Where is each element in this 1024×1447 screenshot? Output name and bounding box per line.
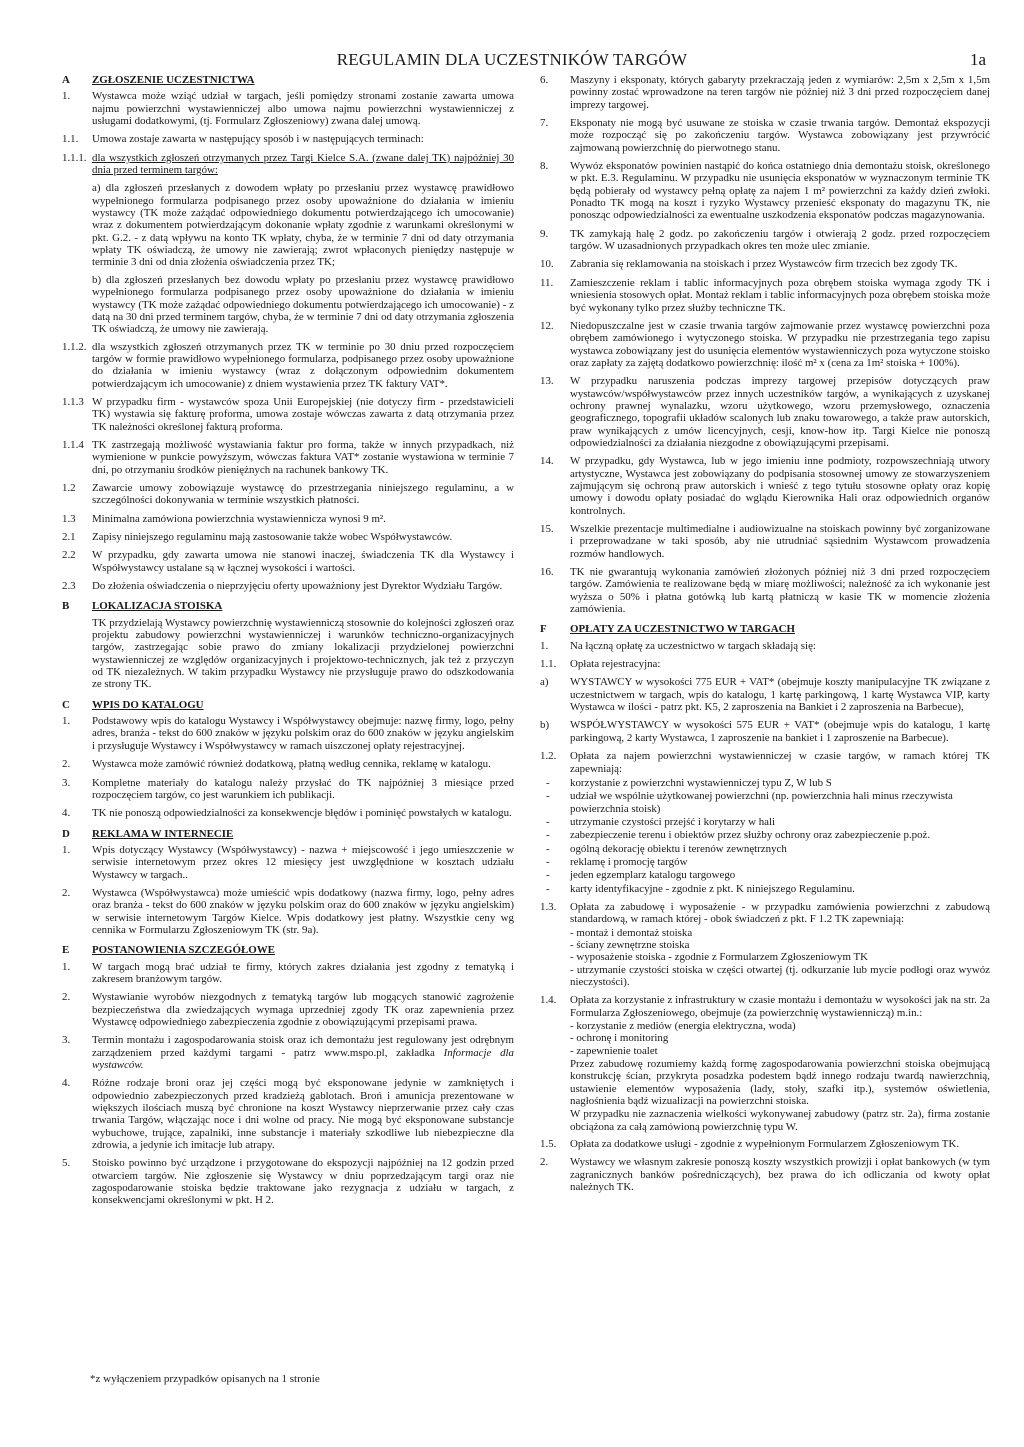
clause-text: Eksponaty nie mogą być usuwane ze stoiska w czasie trwania targów. Demontaż ekspozycji może rozpocząć się po zakończeniu targów. Wystawca zobowiązany jest przywrócić zajmowaną powierzchnię do pierwotnego stanu.	[570, 117, 990, 154]
page-number: 1a	[969, 50, 986, 69]
clause-e5	[62, 1157, 514, 1206]
clause-number: 1.	[62, 715, 71, 728]
clause-a1-1	[62, 133, 514, 145]
section-title: OPŁATY ZA UCZESTNICTWO W TARGACH	[570, 623, 795, 636]
section-b-text: TK przydzielają Wystawcy powierzchnię wystawienniczą stosownie do kolejności zgłoszeń oraz projektu zabudowy powierzchni wystawienniczej i warunków techniczno-organizacyjnych targów, zastrzegając sobie prawo do zmiany lokalizacji przydzielonej powierzchni wystawienniczej ze względów organizacyjnych i projektowo-technicznych, jak też z przyczyn od TK niezależnych. W takim przypadku Wystawcy nie przysługuje prawo do odszkodowania ze strony TK.	[92, 616, 514, 691]
clause-number: 10.	[540, 258, 554, 271]
clause-a1-1-1	[62, 152, 514, 177]
list-item: - reklamę i promocję targów	[546, 855, 688, 868]
list-item-text: utrzymanie czystości przejść i korytarzy w hali	[570, 815, 776, 828]
clause-c3	[62, 777, 514, 802]
clause-a1-3	[62, 513, 514, 525]
clause-number: 14.	[540, 455, 554, 468]
clause-number: 16.	[540, 566, 554, 579]
clause-number: 1.1.1.	[62, 151, 87, 164]
clause-number: 1.	[540, 639, 549, 652]
clause-number: 7.	[540, 117, 549, 130]
list-item: - ogólną dekorację obiektu i terenów zewnętrznych	[546, 842, 787, 855]
clause-e10	[540, 258, 990, 270]
clause-f1-2	[540, 750, 990, 775]
clause-number: 6.	[540, 74, 549, 86]
list-item: - ściany zewnętrzne stoiska	[570, 938, 690, 951]
clause-number: 8.	[540, 160, 549, 173]
clause-e15	[540, 523, 990, 560]
section-letter: D	[62, 827, 70, 840]
clause-number: 13.	[540, 375, 554, 388]
f1-4-paragraph-1: Przez zabudowę rozumiemy każdą formę zagospodarowania powierzchni stoiska obejmującą konstrukcję ścian, przykryta posadzka podestem bądź innego rodzaju twardą nawierzchnią, ustawienie elementów wyposażenia (lady, stoły, szafki itp.), systemów oświetlenia, nagłośnienia bądź wizualizacji na powierzchni stoiska.	[570, 1058, 990, 1108]
clause-a1	[62, 90, 514, 127]
clause-text: Minimalna zamówiona powierzchnia wystawiennicza wynosi 9 m².	[92, 512, 386, 525]
clause-number: 1.1.	[540, 658, 557, 671]
clause-text: Wszelkie prezentacje multimedialne i audiowizualne na stoiskach powinny być zorganizowane i przeprowadzane w taki sposób, aby nie utrudniać sąsiednim Wystawcom prowadzenia rozmów handlowych.	[570, 523, 990, 560]
clause-text: TK zamykają halę 2 godz. po zakończeniu targów i otwierają 2 godz. przed rozpoczęciem targów. W uzasadnionych przypadkach okres ten może ulec zmianie.	[570, 227, 990, 253]
f1-2-list	[540, 777, 990, 895]
list-item: - karty identyfikacyjne - zgodnie z pkt. K niniejszego Regulaminu.	[546, 882, 855, 895]
clause-c4	[62, 807, 514, 819]
clause-a1-1-1-b: b) dla zgłoszeń przesłanych bez dowodu wpłaty po przesłaniu przez wystawcę prawidłowo wypełnionego formularza podpisanego przez osoby upoważnione do działania w imieniu wystawcy (TK może zażądać odpowiedniego dokumentu potwierdzającego ich umocowanie) - z datą na 30 dni przed terminem targów, chyba, że w terminie 7 dni od daty otrzymania zgłoszenia TK oświadczą, że umowy nie zawierają.	[92, 273, 514, 336]
clause-e13	[540, 375, 990, 449]
clause-a2-3	[62, 580, 514, 592]
clause-f1-1	[540, 658, 990, 670]
clause-text: Wystawca może zamówić również dodatkową, płatną według cennika, reklamę w katalogu.	[92, 758, 491, 771]
clause-number: 3.	[62, 776, 71, 789]
list-item: - zapewnienie toalet	[570, 1044, 658, 1057]
clause-number: 2.3	[62, 580, 76, 593]
clause-text: Stoisko powinno być urządzone i przygotowane do ekspozycji najpóźniej na 12 godzin przed otwarciem targów. Nie zgłoszenie się Wystawcy w dniu poprzedzającym targi oraz nie zagospodarowanie stoiska będzie traktowane jako rezygnacja z udziału w targach, z konsekwencjami określonymi w pkt. H 2.	[92, 1157, 514, 1207]
clause-e14	[540, 455, 990, 517]
clause-number: 1.3	[62, 512, 76, 525]
clause-c2	[62, 758, 514, 770]
clause-f1-4	[540, 994, 990, 1019]
clause-text: Wywóz eksponatów powinien nastąpić do końca ostatniego dnia demontażu stoisk, określonego w pkt. E.3. Regulaminu. W przypadku nie usunięcia eksponatów w wyznaczonym terminie TK będą pobierały od wystawcy pełną opłatę za najem 1 m² powierzchni za każdy dzień zwłoki. Ponadto TK mogą na koszt i ryzyko Wystawcy przenieść eksponaty do magazynu TK, nie ponosząc odpowiedzialności za ewentualne uszkodzenia eksponatów podczas magazynowania.	[570, 160, 990, 222]
clause-text: Zapisy niniejszego regulaminu mają zastosowanie także wobec Współwystawców.	[92, 531, 453, 543]
list-item-text: zabezpieczenie terenu i obiektów przez służby ochrony oraz zabezpieczenie p.poż.	[570, 829, 931, 842]
f1-3-list	[540, 927, 990, 989]
clause-text: Opłata za zabudowę i wyposażenie - w przypadku zamówienia powierzchni z zabudową standardową, w ramach której - obok świadczeń z pkt. F 1.2 TK zapewniają:	[570, 900, 990, 926]
clause-text: Do złożenia oświadczenia o nieprzyjęciu oferty upoważniony jest Dyrektor Wydziału Targów.	[92, 580, 503, 593]
clause-number: 1.1.	[62, 133, 79, 146]
section-letter: A	[62, 74, 70, 86]
clause-text: Opłata rejestracyjna:	[570, 658, 661, 671]
clause-text: TK nie ponoszą odpowiedzialności za konsekwencje błędów i pominięć powstałych w katalogu.	[92, 807, 512, 820]
clause-text: Podstawowy wpis do katalogu Wystawcy i Współwystawcy obejmuje: nazwę firmy, logo, pełny adres, branża - tekst do 600 znaków w języku polskim oraz do 600 znaków w języku angielskim i przysługuje Wystawcy i Współwystawcy w ramach uiszczonej opłaty rejestracyjnej.	[92, 715, 514, 752]
clause-number: 9.	[540, 227, 549, 240]
clause-text: Opłata za korzystanie z infrastruktury w czasie montażu i demontażu w wysokości jak na str. 2a Formularza Zgłoszeniowego, obejmuje (za powierzchnię wystawienniczą) m.in.:	[570, 994, 990, 1019]
clause-number: 1.1.3	[62, 395, 84, 408]
clause-a1-2	[62, 482, 514, 507]
clause-number: 1.5.	[540, 1138, 557, 1151]
clause-e7	[540, 117, 990, 154]
list-item-text: korzystanie z powierzchni wystawienniczej typu Z, W lub S	[570, 776, 832, 789]
f1-4-list	[540, 1020, 990, 1057]
clause-text: TK zastrzegają możliwość wystawiania faktur pro forma, także w innych przypadkach, niż wymienione w punkcie powyższym, wówczas faktura VAT* zostanie wystawiona w terminie 7 dni, po otrzymaniu środków pieniężnych na rachunek bankowy TK.	[92, 438, 514, 476]
clause-text: Termin montażu i zagospodarowania stoisk oraz ich demontażu jest regulowany jest odrębnym zarządzeniem przed każdymi targami - patrz www.mspo.pl, zakładka	[92, 1034, 514, 1059]
clause-text: dla wszystkich zgłoszeń otrzymanych przez Targi Kielce S.A. (zwane dalej TK) najpóźniej 30 dnia przed terminem targów:	[92, 151, 514, 177]
clause-number: 2.	[62, 991, 71, 1004]
clause-text: WSPÓŁWYSTAWCY w wysokości 575 EUR + VAT* (obejmuje wpis do katalogu, 1 kartę parkingową, 2 karty Wystawca, 1 zaproszenie na bankiet i 1 zaproszenie na Barbecue).	[570, 719, 990, 744]
clause-d2	[62, 887, 514, 936]
clause-number: 4.	[62, 1077, 71, 1090]
clause-text: W przypadku, gdy zawarta umowa nie stanowi inaczej, świadczenia TK dla Wystawcy i Współwystawcy ustalane są w łącznej wysokości i wartości.	[92, 549, 514, 574]
section-f-heading	[540, 623, 990, 635]
clause-c1	[62, 715, 514, 752]
clause-text: Wystawca może wziąć udział w targach, jeśli pomiędzy stronami zostanie zawarta umowa najmu powierzchni wystawienniczej albo umowa najmu powierzchni wystawienniczej z usługami dodatkowymi, (tj. Formularz Zgłoszeniowy) zwana dalej umową.	[92, 90, 514, 128]
clause-text: Niedopuszczalne jest w czasie trwania targów zajmowanie przez wystawcę powierzchni poza obrębem zamówionego i wytyczonego stoiska. W przypadku nie przestrzegania tego zapisu wystawca zobowiązany jest do usunięcia elementów wystawienniczych poza wytyczone stoisko oraz zapłaty za zajętą dodatkowo powierzchnię: ilość m² x (cena za 1m² stoiska + 100%).	[570, 319, 990, 369]
section-letter: C	[62, 698, 70, 711]
list-item-text: karty identyfikacyjne - zgodnie z pkt. K niniejszego Regulaminu.	[570, 882, 855, 895]
clause-e11	[540, 277, 990, 314]
clause-text: Zamieszczenie reklam i tablic informacyjnych poza obrębem stoiska wymaga zgody TK i wniesienia stosowych opłat. Montaż reklam i tablic informacyjnych poza obrębem stoiska może być wykonany tylko przez służby techniczne TK.	[570, 276, 990, 314]
list-item: - jeden egzemplarz katalogu targowego	[546, 869, 736, 882]
clause-d1	[62, 844, 514, 881]
section-title: LOKALIZACJA STOISKA	[92, 600, 223, 613]
section-title: POSTANOWIENIA SZCZEGÓŁOWE	[92, 944, 275, 957]
clause-text: dla wszystkich zgłoszeń otrzymanych przez TK w terminie po 30 dniu przed rozpoczęciem targów w formie prawidłowo wypełnionego formularza, podpisanego przez osoby upoważnione do działania w imieniu wystawcy (wraz z dołączonym odpowiednim dokumentem potwierdzającym ich umocowanie) z dniem wystawienia przez TK faktury VAT*.	[92, 340, 514, 390]
clause-a1-1-4	[62, 439, 514, 476]
clause-e2	[62, 991, 514, 1028]
clause-text: Wpis dotyczący Wystawcy (Współwystawcy) - nazwa + miejscowość i jego umieszczenie w serwisie internetowym przez okres 12 miesięcy jest uwzględnione w kosztach udziału Wystawcy w targach..	[92, 843, 514, 881]
clause-number: a)	[540, 676, 549, 689]
section-e-heading	[62, 944, 514, 956]
list-item: - ochronę i monitoring	[570, 1032, 669, 1045]
clause-text: WYSTAWCY w wysokości 775 EUR + VAT* (obejmuje koszty manipulacyjne TK związane z uczestnictwem w targach, wpis do katalogu, 1 kartę parkingową, 1 kartę Wystawca VIP, karty Wystawca w ilości - patrz pkt. K5, 2 zaproszenia na Bankiet i 2 zaproszenia na Barbecue),	[570, 676, 990, 714]
clause-text: Opłata za najem powierzchni wystawienniczej w czasie targów, w ramach której TK zapewniają:	[570, 750, 990, 775]
clause-number: 1.	[62, 843, 71, 856]
clause-e4	[62, 1077, 514, 1151]
list-item: - zabezpieczenie terenu i obiektów przez służby ochrony oraz zabezpieczenie p.poż.	[546, 829, 931, 842]
clause-text: Umowa zostaje zawarta w następujący sposób i w następujących terminach:	[92, 133, 424, 146]
section-b-heading	[62, 600, 514, 612]
clause-text: Na łączną opłatę za uczestnictwo w targach składają się:	[570, 639, 816, 652]
section-a-heading	[62, 74, 514, 86]
clause-a1-1-2	[62, 341, 514, 390]
clause-a1-1-1-a: a) dla zgłoszeń przesłanych z dowodem wpłaty po przesłaniu przez wystawcę prawidłowo wypełnionego formularza podpisanego przez osoby upoważnione do działania w imieniu wystawcy (TK może zażądać odpowiedniego dokumentu potwierdzającego ich umocowanie) wraz z dokumentem potwierdzającym dokonanie wpłaty zgodnie z warunkami określonymi w pkt. G.2. - z datą wpływu na konto TK wpłaty, chyba, że w terminie 7 dni od daty otrzymania wpłaty TK oświadczą, że umowy nie zawierają; zwrot wpłaconych pieniędzy następuje w terminie 3 dni od dnia złożenia oświadczenia przez TK;	[92, 182, 514, 269]
clause-number: b)	[540, 719, 550, 732]
page-title: REGULAMIN DLA UCZESTNIKÓW TARGÓW	[336, 50, 688, 69]
clause-number: 1.1.4	[62, 438, 84, 451]
clause-e6	[540, 74, 990, 111]
clause-e3	[62, 1034, 514, 1071]
clause-text: Zawarcie umowy zobowiązuje wystawcę do przestrzegania niniejszego regulaminu, a w szczególności dokonywania w terminie wszystkich płatności.	[92, 481, 514, 507]
list-item: - utrzymanie czystości stoiska w części otwartej (tj. odkurzanie lub mycie podłogi oraz wywóz nieczystości).	[570, 963, 990, 988]
clause-e9	[540, 228, 990, 253]
clause-text: Wystawca (Współwystawca) może umieścić wpis dodatkowy (nazwa firmy, logo, pełny adres oraz branża - tekst do 600 znaków w języku polskim oraz do 600 znaków w języku angielskim) w serwisie internetowym Targów Kielce. Wpis dodatkowy jest płatny. Wszystkie ceny wg cennika w Formularzu Zgłoszeniowym TK (str. 9a).	[92, 886, 514, 936]
clause-f1-1-a	[540, 676, 990, 713]
list-item: - udział we wspólnie użytkowanej powierzchni (np. powierzchnia hali minus rzeczywista powierzchnia stoisk)	[546, 790, 953, 815]
clause-number: 1.2	[62, 481, 76, 494]
clause-number: 11.	[540, 276, 554, 289]
clause-e8	[540, 160, 990, 222]
section-d-heading	[62, 828, 514, 840]
list-item-text: ogólną dekorację obiektu i terenów zewnętrznych	[570, 842, 787, 855]
clause-e1	[62, 961, 514, 986]
f1-4-paragraph-2: W przypadku nie zaznaczenia wielkości wykonywanej zabudowy (patrz str. 2a), firma zostanie obciążona za całą zamówioną powierzchnię typu W.	[570, 1108, 990, 1133]
clause-a2-2	[62, 549, 514, 574]
clause-text: W przypadku, gdy Wystawca, lub w jego imieniu inne podmioty, rozpowszechniają utwory artystyczne, Wystawca jest zobowiązany do podpisania stosownej umowy ze stowarzyszeniem zajmującym się ochroną praw autorskich i wnieść z tego tytułu stosowne opłaty oraz kopię umowy i dowodu opłaty posiadać do wglądu Kierownika Hali oraz odpowiednich organów kontrolnych.	[570, 455, 990, 517]
clause-number: 3.	[62, 1034, 71, 1047]
right-column	[540, 74, 990, 1200]
clause-number: 4.	[62, 807, 71, 820]
clause-number: 2.	[62, 758, 71, 771]
clause-e12	[540, 320, 990, 369]
clause-number: 1.2.	[540, 750, 557, 763]
clause-text: Zabrania się reklamowania na stoiskach i przez Wystawców firm trzecich bez zgody TK.	[570, 258, 958, 271]
footnote: *z wyłączeniem przypadków opisanych na 1 stronie	[90, 1373, 320, 1385]
clause-text: TK nie gwarantują wykonania zamówień złożonych później niż 3 dni przed rozpoczęciem targów. Zamówienia te realizowane będą w miarę możliwości; należność za ich wykonanie jest wyższa o 50% i płatna gotówką lub kartą płatniczą w kasie TK w momencie złożenia zamówienia.	[570, 566, 990, 616]
clause-number: 12.	[540, 319, 554, 332]
list-item: - korzystanie z powierzchni wystawienniczej typu Z, W lub S	[546, 776, 832, 789]
clause-number: 1.1.2.	[62, 340, 87, 353]
clause-f1	[540, 640, 990, 652]
list-item: - utrzymanie czystości przejść i korytarzy w hali	[546, 815, 776, 828]
clause-number: 2.1	[62, 531, 76, 543]
clause-number: 1.4.	[540, 994, 557, 1007]
section-c-heading	[62, 699, 514, 711]
clause-text: Wystawcy we własnym zakresie ponoszą koszty wszystkich prowizji i opłat bankowych (w tym zagranicznych banków pośredniczących), bez prawa do ich odliczania od kwoty opłat należnych TK.	[570, 1156, 990, 1194]
clause-a1-1-3	[62, 396, 514, 433]
clause-number: 2.	[540, 1156, 549, 1169]
list-item-text: udział we wspólnie użytkowanej powierzchni (np. powierzchnia hali minus rzeczywista powierzchnia stoisk)	[570, 790, 953, 815]
clause-f1-1-b	[540, 719, 990, 744]
clause-text: Opłata za dodatkowe usługi - zgodnie z wypełnionym Formularzem Zgłoszeniowym TK.	[570, 1138, 960, 1151]
clause-number: 1.3.	[540, 900, 557, 913]
list-item: - korzystanie z mediów (energia elektryczna, woda)	[570, 1020, 796, 1033]
section-title: ZGŁOSZENIE UCZESTNICTWA	[92, 74, 255, 86]
clause-a2-1	[62, 531, 514, 543]
clause-text: Różne rodzaje broni oraz jej części mogą być eksponowane jedynie w zamkniętych i odpowiednio zabezpieczonych przed kradzieżą gablotach. Broń i amunicja prezentowane w większych ilościach muszą być chronione na koszt Wystawcy nieprzerwanie przez cały czas trwania Targów, włączając noce i dni wolne od pracy. Nie mogą być eksponowane substancje wybuchowe, trujące, zapalniki, inne substancje i materiały szkodliwe lub niebezpieczne dla zdrowia, a jedynie ich imitacje lub atrapy.	[92, 1077, 514, 1152]
clause-f2	[540, 1156, 990, 1193]
clause-text: W przypadku naruszenia podczas imprezy targowej przepisów dotyczących praw wystawców/współwystawców przez innych uczestników targów, a wynikających z uzyskanej ochrony prawnej wynalazku, wzoru użytkowego, wzoru przemysłowego, oznaczenia geograficznego, topografii układów scalonych lub znaku towarowego, a także praw autorskich, praw wynikających z umów licencyjnych, cesji, know-how itp. Targi Kielce nie ponoszą odpowiedzialności za działania niezgodne z obowiązującymi przepisami.	[570, 375, 990, 449]
list-item-text: jeden egzemplarz katalogu targowego	[570, 869, 736, 882]
clause-text: W targach mogą brać udział te firmy, których zakres działania jest zgodny z tematyką i zakresem branżowym targów.	[92, 960, 514, 985]
section-letter: B	[62, 600, 70, 613]
clause-f1-5	[540, 1138, 990, 1150]
clause-text: Wystawianie wyrobów niezgodnych z tematyką targów lub mogących stanowić zagrożenie bezpieczeństwa dla zwiedzających wymaga uprzedniej zgody TK oraz zapewnienia przez Wystawcę odpowiedniego zabezpieczenia zgodnie z obowiązującymi przepisami prawa.	[92, 991, 514, 1028]
clause-number: 2.2	[62, 549, 76, 562]
clause-number: 2.	[62, 886, 71, 899]
clause-number: 5.	[62, 1157, 71, 1170]
clause-number: 1.	[62, 960, 71, 973]
clause-e16	[540, 566, 990, 615]
section-title: WPIS DO KATALOGU	[92, 698, 204, 711]
left-column	[62, 74, 514, 1213]
clause-number: 1.	[62, 90, 71, 103]
clause-text: Maszyny i eksponaty, których gabaryty przekraczają jeden z wymiarów: 2,5m x 2,5m x 1,5m powinny zostać wprowadzone na teren targów nie później niż 3 dni przed rozpoczęciem danej imprezy targowej.	[570, 74, 990, 111]
list-item: - montaż i demontaż stoiska	[570, 926, 693, 939]
clause-number: 15.	[540, 523, 554, 535]
section-letter: F	[540, 623, 547, 636]
list-item: - wyposażenie stoiska - zgodnie z Formularzem Zgłoszeniowym TK	[570, 951, 869, 964]
website-section-link: Informacje dla wystawców.	[92, 1046, 514, 1072]
section-letter: E	[62, 944, 70, 957]
section-title: REKLAMA W INTERNECIE	[92, 827, 234, 840]
clause-f1-3	[540, 901, 990, 926]
list-item-text: reklamę i promocję targów	[570, 855, 688, 868]
clause-text: W przypadku firm - wystawców spoza Unii Europejskiej (nie dotyczy firm - przedstawicieli TK) wystawia się fakturę proforma, umowa zostaje wówczas zawarta z datą otrzymania przez TK należności określonej fakturą proforma.	[92, 395, 514, 433]
clause-text: Kompletne materiały do katalogu należy przysłać do TK najpóźniej 3 miesiące przed rozpoczęciem targów, co jest warunkiem ich publikacji.	[92, 776, 514, 801]
